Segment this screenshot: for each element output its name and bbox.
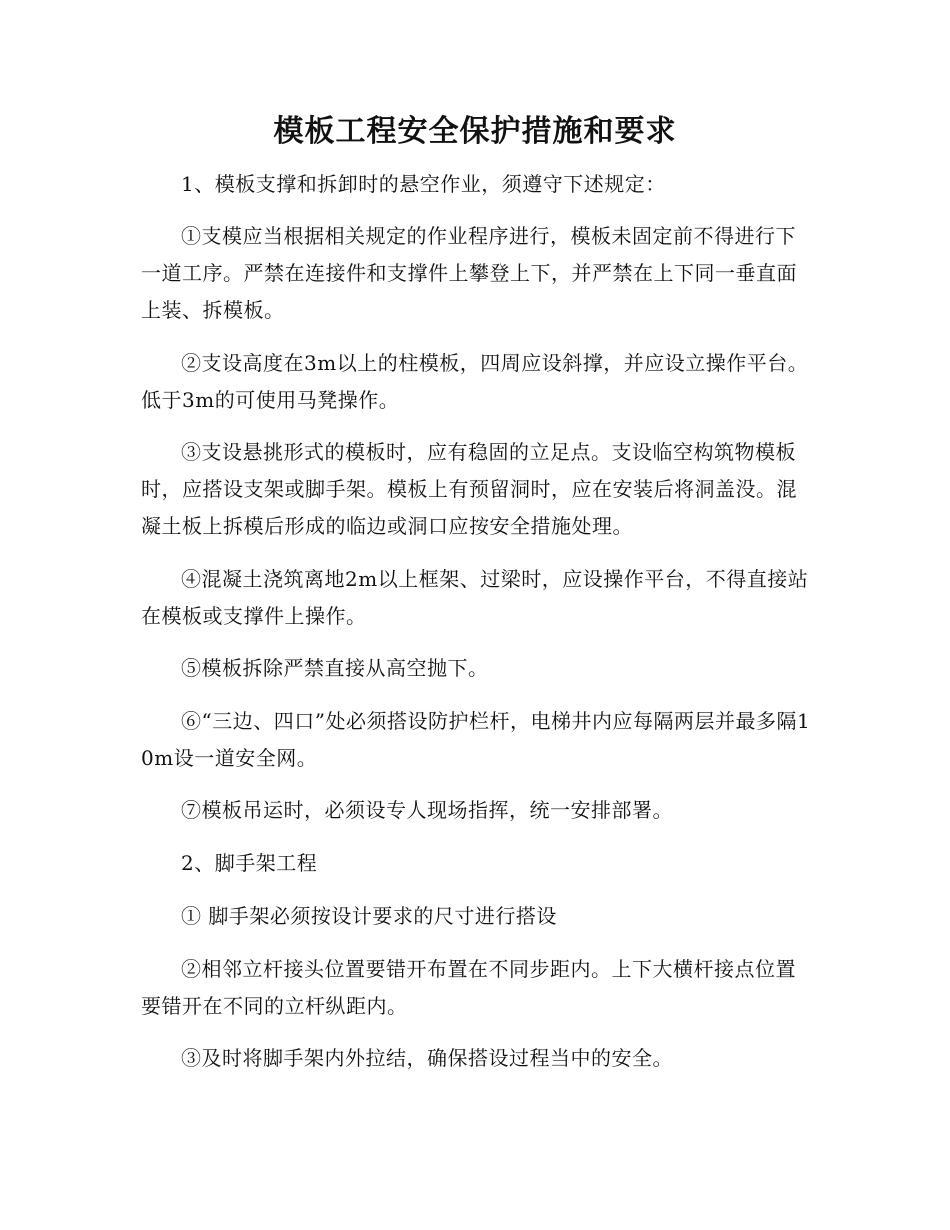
paragraph: ⑤模板拆除严禁直接从高空抛下。 bbox=[181, 656, 489, 680]
paragraph: 1、模板支撑和拆卸时的悬空作业，须遵守下述规定： bbox=[181, 172, 666, 196]
section-heading: 2、脚手架工程 bbox=[181, 851, 318, 875]
paragraph: ① 脚手架必须按设计要求的尺寸进行搭设 bbox=[181, 904, 557, 928]
paragraph: ③支设悬挑形式的模板时，应有稳固的立足点。支设临空构筑物模板时，应搭设支架或脚手架。模板上有预留洞时，应在安装后将洞盖没。混凝土板上拆模后形成的临边或洞口应按安全措施处理。 bbox=[141, 440, 797, 538]
paragraph: ②支设高度在3m以上的柱模板，四周应设斜撑，并应设立操作平台。低于3m的可使用马凳操作。 bbox=[141, 351, 809, 412]
paragraph: ⑥“三边、四口”处必须搭设防护栏杆，电梯井内应每隔两层并最多隔10m设一道安全网。 bbox=[141, 709, 811, 770]
paragraph: ⑦模板吊运时，必须设专人现场指挥，统一安排部署。 bbox=[181, 798, 673, 822]
paragraph: ①支模应当根据相关规定的作业程序进行，模板未固定前不得进行下一道工序。严禁在连接件和支撑件上攀登上下，并严禁在上下同一垂直面上装、拆模板。 bbox=[141, 224, 797, 322]
paragraph: ④混凝土浇筑离地2m以上框架、过梁时，应设操作平台，不得直接站在模板或支撑件上操作。 bbox=[141, 567, 809, 628]
document-title: 模板工程安全保护措施和要求 bbox=[273, 114, 677, 149]
paragraph: ②相邻立杆接头位置要错开布置在不同步距内。上下大横杆接点位置要错开在不同的立杆纵距内。 bbox=[141, 957, 796, 1018]
paragraph: ③及时将脚手架内外拉结，确保搭设过程当中的安全。 bbox=[181, 1046, 673, 1070]
